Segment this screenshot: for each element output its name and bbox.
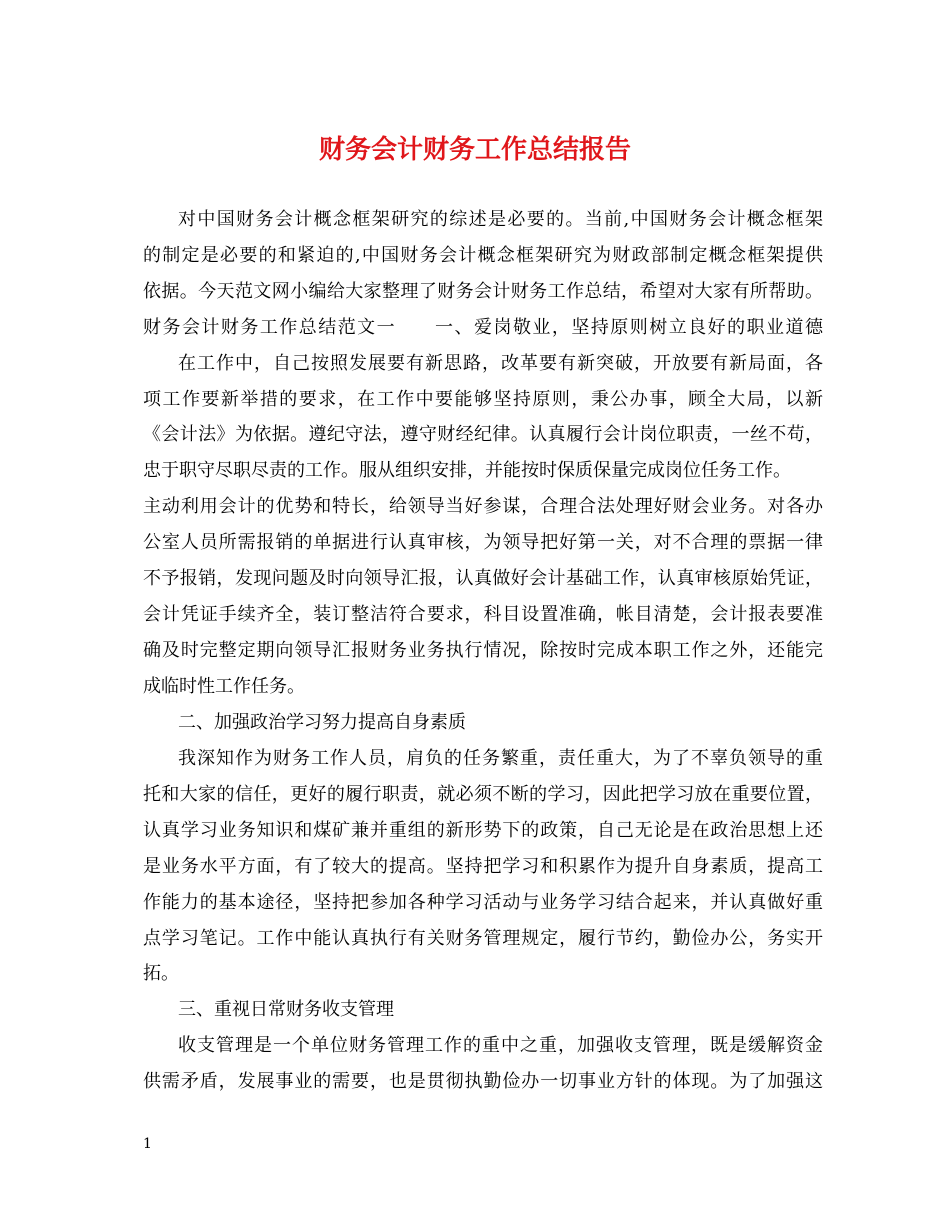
text-line: 项工作要新举措的要求，在工作中要能够坚持原则，秉公办事，顾全大局，以新	[143, 389, 823, 410]
text-line: 作能力的基本途径，坚持把参加各种学习活动与业务学习结合起来，并认真做好重	[143, 892, 823, 913]
text-line: 对中国财务会计概念框架研究的综述是必要的。当前,中国财务会计概念框架	[178, 209, 823, 230]
text-line: 收支管理是一个单位财务管理工作的重中之重，加强收支管理，既是缓解资金	[178, 1035, 823, 1056]
text-line: 依据。今天范文网小编给大家整理了财务会计财务工作总结，希望对大家有所帮助。	[143, 281, 823, 302]
text-line: 托和大家的信任，更好的履行职责，就必须不断的学习，因此把学习放在重要位置，	[143, 784, 823, 805]
section-heading: 三、重视日常财务收支管理	[178, 999, 394, 1020]
text-line: 我深知作为财务工作人员，肩负的任务繁重，责任重大，为了不辜负领导的重	[178, 748, 823, 769]
text-line: 不予报销，发现问题及时向领导汇报，认真做好会计基础工作，认真审核原始凭证，	[143, 568, 823, 589]
text-line: 认真学习业务知识和煤矿兼并重组的新形势下的政策，自己无论是在政治思想上还	[143, 820, 823, 841]
text-line: 成临时性工作任务。	[143, 676, 305, 697]
page-number: 1	[143, 1136, 152, 1152]
text-line: 供需矛盾，发展事业的需要，也是贯彻执勤俭办一切事业方针的体现。为了加强这	[143, 1071, 823, 1092]
text-line: 公室人员所需报销的单据进行认真审核，为领导把好第一关，对不合理的票据一律	[143, 532, 823, 553]
text-line: 点学习笔记。工作中能认真执行有关财务管理规定，履行节约，勤俭办公，务实开	[143, 928, 823, 949]
text-line: 确及时完整定期向领导汇报财务业务执行情况，除按时完成本职工作之外，还能完	[143, 640, 823, 661]
text-line: 是业务水平方面，有了较大的提高。坚持把学习和积累作为提升自身素质，提高工	[143, 856, 823, 877]
document-title: 财务会计财务工作总结报告	[318, 135, 631, 165]
text-line: 忠于职守尽职尽责的工作。服从组织安排，并能按时保质保量完成岗位任务工作。	[143, 460, 791, 481]
text-line: 的制定是必要的和紧迫的,中国财务会计概念框架研究为财政部制定概念框架提供	[143, 245, 823, 266]
text-line: 《会计法》为依据。遵纪守法，遵守财经纪律。认真履行会计岗位职责，一丝不苟，	[143, 424, 823, 445]
section-heading: 二、加强政治学习努力提高自身素质	[178, 712, 466, 733]
text-line: 拓。	[143, 963, 179, 984]
text-line: 在工作中，自己按照发展要有新思路，改革要有新突破，开放要有新局面，各	[178, 353, 823, 374]
text-line: 主动利用会计的优势和特长，给领导当好参谋，合理合法处理好财会业务。对各办	[143, 496, 823, 517]
text-line: 会计凭证手续齐全，装订整洁符合要求，科目设置准确，帐目清楚，会计报表要准	[143, 604, 823, 625]
text-line: 财务会计财务工作总结范文一 一、爱岗敬业，坚持原则树立良好的职业道德	[143, 317, 823, 338]
